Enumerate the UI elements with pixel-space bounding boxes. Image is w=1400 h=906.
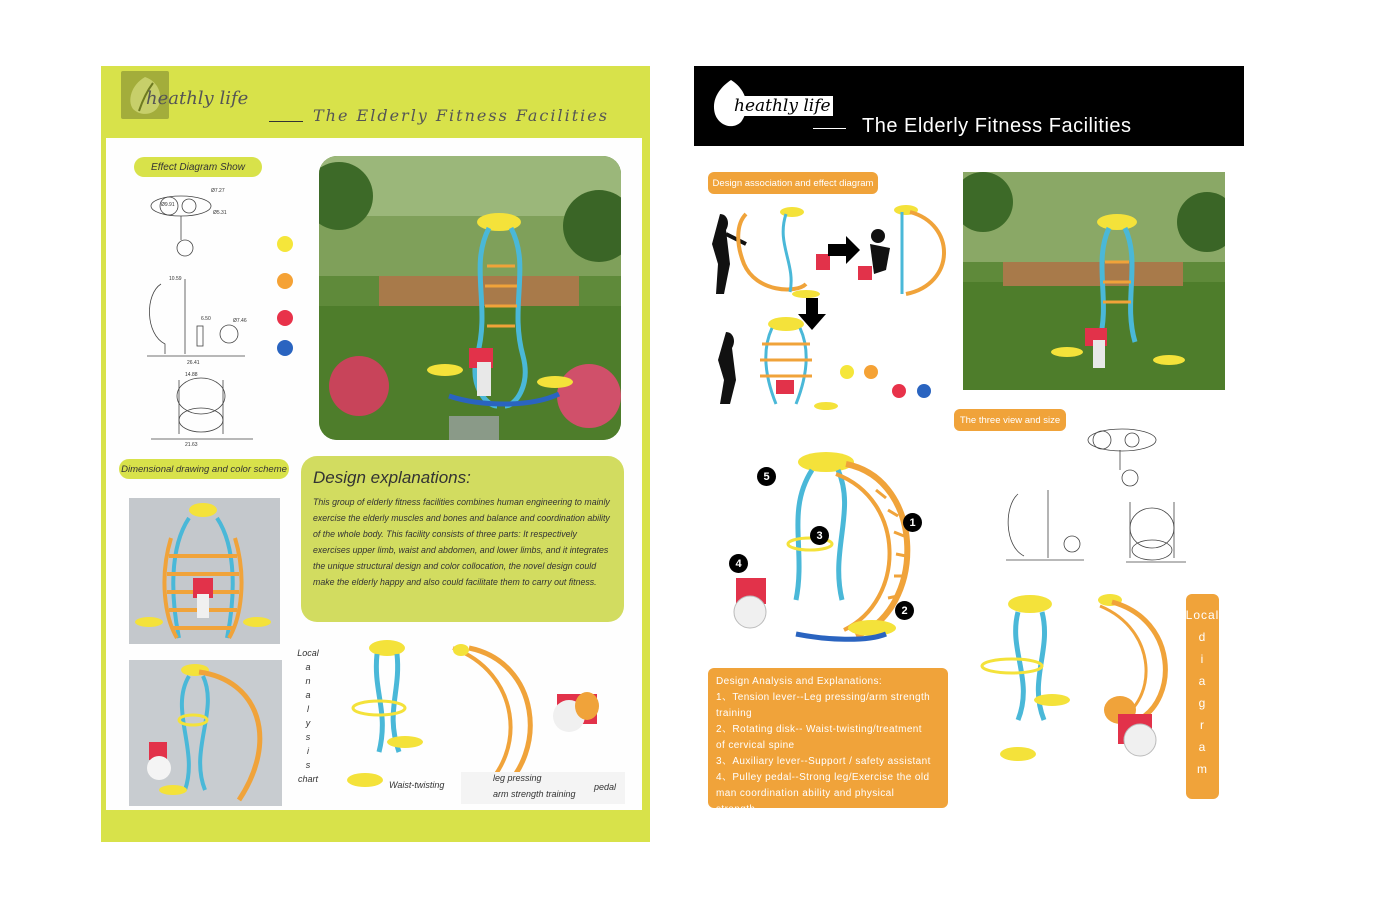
vert-char: y bbox=[305, 718, 311, 728]
color-swatch-yellow bbox=[277, 236, 293, 252]
vert-char: Local bbox=[1185, 608, 1220, 622]
vert-char: m bbox=[1197, 762, 1208, 776]
analysis-line: 3、Auxiliary lever--Support / safety assistant bbox=[716, 756, 931, 767]
design-analysis-box bbox=[708, 668, 948, 815]
model-render-front bbox=[129, 498, 280, 644]
park-render-image bbox=[963, 172, 1225, 390]
vert-char: i bbox=[307, 746, 309, 756]
three-view-label: The three view and size bbox=[954, 409, 1066, 431]
vert-char: a bbox=[1198, 740, 1207, 754]
local-diagram-parts bbox=[978, 590, 1188, 800]
waist-label: Waist-twisting bbox=[389, 780, 445, 790]
callout-number: 2 bbox=[895, 601, 914, 620]
brand-name: heathly life bbox=[734, 96, 831, 116]
right-poster bbox=[694, 66, 1244, 846]
color-swatch-yellow bbox=[840, 365, 854, 379]
analysis-line: 2、Rotating disk-- Waist-twisting/treatment bbox=[716, 724, 922, 735]
title-rule bbox=[813, 128, 846, 129]
vert-char: s bbox=[305, 732, 311, 742]
local-diagram-label bbox=[1186, 604, 1219, 780]
design-explanation-box bbox=[301, 456, 624, 622]
dim-label: Ø7.27 bbox=[211, 188, 225, 194]
vert-char: l bbox=[307, 704, 309, 714]
technical-drawing bbox=[141, 184, 261, 448]
vert-char: r bbox=[1200, 718, 1205, 732]
analysis-line: man coordination ability and physical bbox=[716, 788, 895, 799]
vert-char: a bbox=[1198, 674, 1207, 688]
dim-label: 10.59 bbox=[169, 276, 182, 282]
color-swatch-orange bbox=[277, 273, 293, 289]
effect-diagram-label: Effect Diagram Show bbox=[134, 157, 262, 177]
right-header bbox=[694, 66, 1244, 146]
vert-char: a bbox=[305, 662, 311, 672]
association-diagram bbox=[706, 204, 946, 414]
three-view-drawing bbox=[1002, 406, 1202, 576]
vert-char: i bbox=[1200, 652, 1205, 666]
local-diagram-label-box bbox=[1186, 594, 1219, 799]
left-poster bbox=[101, 66, 650, 842]
dim-label: Ø7.46 bbox=[233, 318, 247, 324]
color-swatch-blue bbox=[277, 340, 293, 356]
analysis-heading: Design Analysis and Explanations: bbox=[716, 676, 883, 687]
vert-char: g bbox=[1198, 696, 1207, 710]
pedal-label: pedal bbox=[594, 782, 617, 792]
color-swatch-orange bbox=[864, 365, 878, 379]
callout-number: 4 bbox=[729, 554, 748, 573]
model-render-side bbox=[129, 660, 282, 806]
analysis-line: strength bbox=[716, 804, 756, 815]
analysis-line: 1、Tension lever--Leg pressing/arm strength bbox=[716, 692, 931, 703]
leg-label-2: arm strength training bbox=[493, 789, 576, 799]
vert-char: n bbox=[305, 676, 311, 686]
analysis-line: training bbox=[716, 708, 752, 719]
vert-char: chart bbox=[297, 774, 318, 784]
vert-char: Local bbox=[297, 648, 319, 658]
page-title: The Elderly Fitness Facilities bbox=[313, 106, 609, 125]
callout-number: 3 bbox=[810, 526, 829, 545]
dim-label: Ø9.91 bbox=[161, 202, 175, 208]
dim-label: 6.50 bbox=[201, 316, 211, 322]
analysis-line: 4、Pulley pedal--Strong leg/Exercise the old bbox=[716, 772, 930, 783]
color-swatch-red bbox=[277, 310, 293, 326]
vert-char: d bbox=[1198, 630, 1207, 644]
design-heading: Design explanations: bbox=[313, 468, 471, 487]
color-swatch-blue bbox=[917, 384, 931, 398]
local-analysis-chart-label bbox=[297, 646, 319, 786]
dimensional-label: Dimensional drawing and color scheme bbox=[119, 459, 289, 479]
dim-label: 21.63 bbox=[185, 442, 198, 448]
dim-label: 14.88 bbox=[185, 372, 198, 378]
vert-char: s bbox=[305, 760, 311, 770]
analysis-line: of cervical spine bbox=[716, 740, 795, 751]
leg-label-1: leg pressing bbox=[493, 773, 542, 783]
numbered-equipment-diagram bbox=[726, 450, 926, 650]
dim-label: Ø5.31 bbox=[213, 210, 227, 216]
color-swatch-red bbox=[892, 384, 906, 398]
vert-char: a bbox=[305, 690, 311, 700]
design-text: This group of elderly fitness facilities combines human engineering to mainly exercise the elderly muscles and bones and balance and coordination ability of the whole body. This facility consists of three parts: It respectively exercises upper limb, waist and abdomen, and lower limbs, and it integrates the unique structural design and color collocation, the novel design could make the elderly happy and also could facilitate them to carry out fitness. bbox=[313, 497, 610, 587]
leg-label-box bbox=[461, 772, 625, 804]
page-title: The Elderly Fitness Facilities bbox=[862, 115, 1132, 137]
callout-number: 5 bbox=[757, 467, 776, 486]
association-label: Design association and effect diagram bbox=[708, 172, 878, 194]
title-rule bbox=[269, 121, 303, 122]
brand-name: heathly life bbox=[146, 88, 249, 109]
park-render-image bbox=[319, 156, 621, 440]
dim-label: 26.41 bbox=[187, 360, 200, 366]
callout-number: 1 bbox=[903, 513, 922, 532]
